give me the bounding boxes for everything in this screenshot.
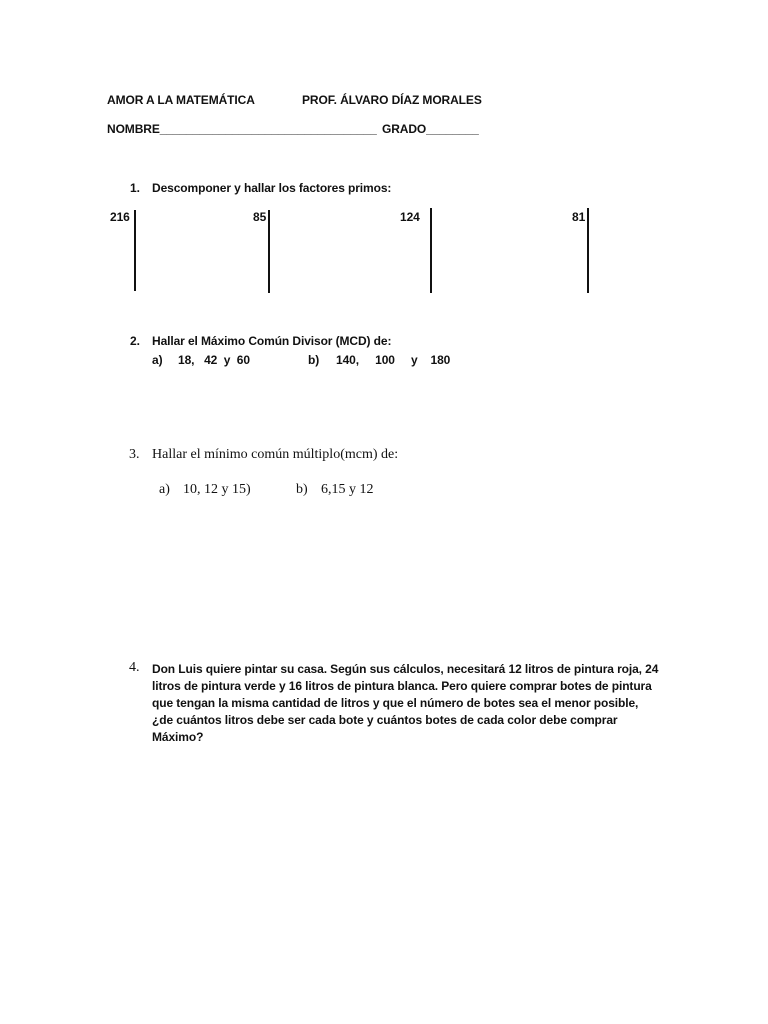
q3-text: Hallar el mínimo común múltiplo(mcm) de: (152, 447, 399, 462)
teacher-name: PROF. ÁLVARO DÍAZ MORALES (302, 93, 482, 107)
q3-option-b-label: b) (296, 482, 308, 497)
q3-option-a-values: 10, 12 y 15) (183, 482, 251, 497)
q4-number: 4. (129, 660, 140, 675)
q4-line: Máximo? (152, 730, 204, 744)
factor-number-85: 85 (253, 210, 267, 224)
q2-number: 2. (130, 334, 140, 348)
school-name: AMOR A LA MATEMÁTICA (107, 93, 255, 107)
q3-option-a-label: a) (159, 482, 170, 497)
q2-option-b-label: b) (308, 353, 320, 367)
q3-number: 3. (129, 447, 140, 462)
factor-number-81: 81 (572, 210, 586, 224)
q1-number: 1. (130, 181, 140, 195)
factor-divider-line (134, 210, 136, 291)
q4-line: litros de pintura verde y 16 litros de pintura blanca. Pero quiere comprar botes de pintura (152, 679, 652, 693)
q2-option-b-values: 140, 100 y 180 (336, 353, 451, 367)
q2-text: Hallar el Máximo Común Divisor (MCD) de: (152, 334, 392, 348)
grade-field-label: GRADO________ (382, 122, 479, 136)
name-field-label: NOMBRE_________________________________ (107, 122, 377, 136)
factor-divider-line (587, 208, 589, 293)
factor-number-216: 216 (110, 210, 130, 224)
q2-option-a-values: 18, 42 y 60 (178, 353, 250, 367)
q1-text: Descomponer y hallar los factores primos: (152, 181, 392, 195)
q4-line: que tengan la misma cantidad de litros y que el número de botes sea el menor posible, (152, 696, 639, 710)
q4-line: Don Luis quiere pintar su casa. Según sus cálculos, necesitará 12 litros de pintura roja, 24 (152, 662, 659, 676)
q4-line: ¿de cuántos litros debe ser cada bote y cuántos botes de cada color debe comprar (152, 713, 618, 727)
factor-divider-line (430, 208, 432, 293)
q2-option-a-label: a) (152, 353, 163, 367)
q3-option-b-values: 6,15 y 12 (321, 482, 374, 497)
factor-number-124: 124 (400, 210, 420, 224)
factor-divider-line (268, 210, 270, 293)
